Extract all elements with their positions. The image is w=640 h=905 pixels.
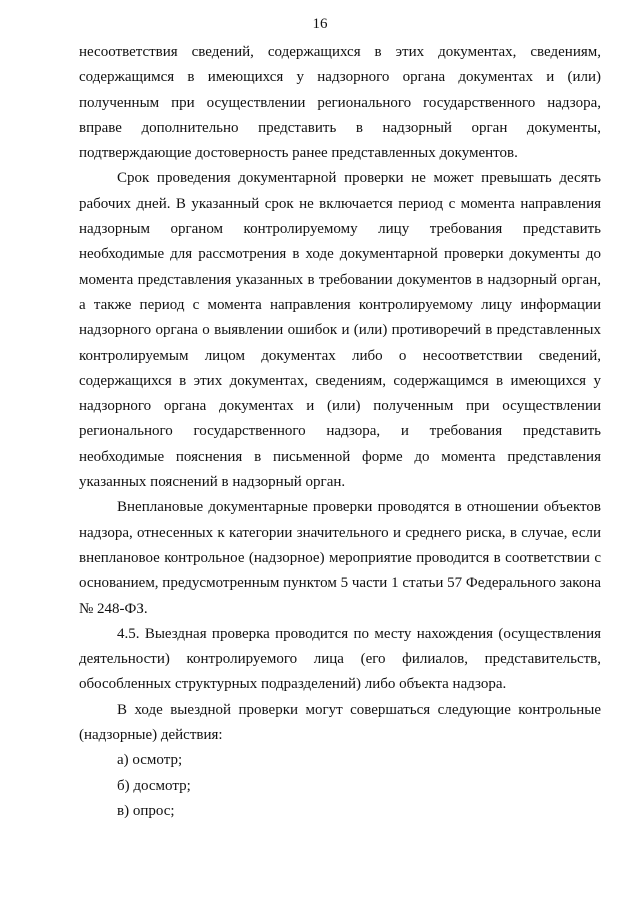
document-body <box>79 40 601 824</box>
list-item: а) осмотр; <box>117 752 183 769</box>
list-item: б) досмотр; <box>117 777 191 794</box>
page-number: 16 <box>312 16 328 32</box>
paragraph-continuation: несоответствия сведений, содержащихся в этих документах, сведениям, содержащимся в имеющихся у надзорного органа документах и (или) полученным при осуществлении регионального государственного надзора, вправе дополнительно представить в надзорный орган документы, подтверждающие достоверность ранее представленных документов. <box>79 44 601 162</box>
paragraph-inspection-term: Срок проведения документарной проверки не может превышать десять рабочих дней. В указанный срок не включается период с момента направления надзорным органом контролируемому лицу требования представить необходимые для рассмотрения в ходе документарной проверки документы до момента представления указанных в требовании документов в надзорный орган, а также период с момента направления контролируемому лицу информации надзорного органа о выявлении ошибок и (или) противоречий в представленных контролируемым лицом документах либо о несоответствии сведений, содержащихся в этих документах, сведениям, содержащимся в имеющихся у надзорного органа документах и (или) полученным при осуществлении регионального государственного надзора, и требования представить необходимые пояснения в письменной форме до момента представления указанных пояснений в надзорный орган. <box>79 170 601 491</box>
paragraph-field-inspection: 4.5. Выездная проверка проводится по месту нахождения (осуществления деятельности) контролируемого лица (его филиалов, представительств, обособленных структурных подразделений) либо объекта надзора. <box>79 625 601 693</box>
paragraph-unscheduled-inspections: Внеплановые документарные проверки проводятся в отношении объектов надзора, отнесенных к категории значительного и среднего риска, в случае, если внеплановое контрольное (надзорное) мероприятие проводится в соответствии с основанием, предусмотренным пунктом 5 части 1 статьи 57 Федерального закона № 248-ФЗ. <box>79 499 601 617</box>
paragraph-control-actions: В ходе выездной проверки могут совершаться следующие контрольные (надзорные) действия: <box>79 701 601 744</box>
list-item: в) опрос; <box>117 802 175 819</box>
